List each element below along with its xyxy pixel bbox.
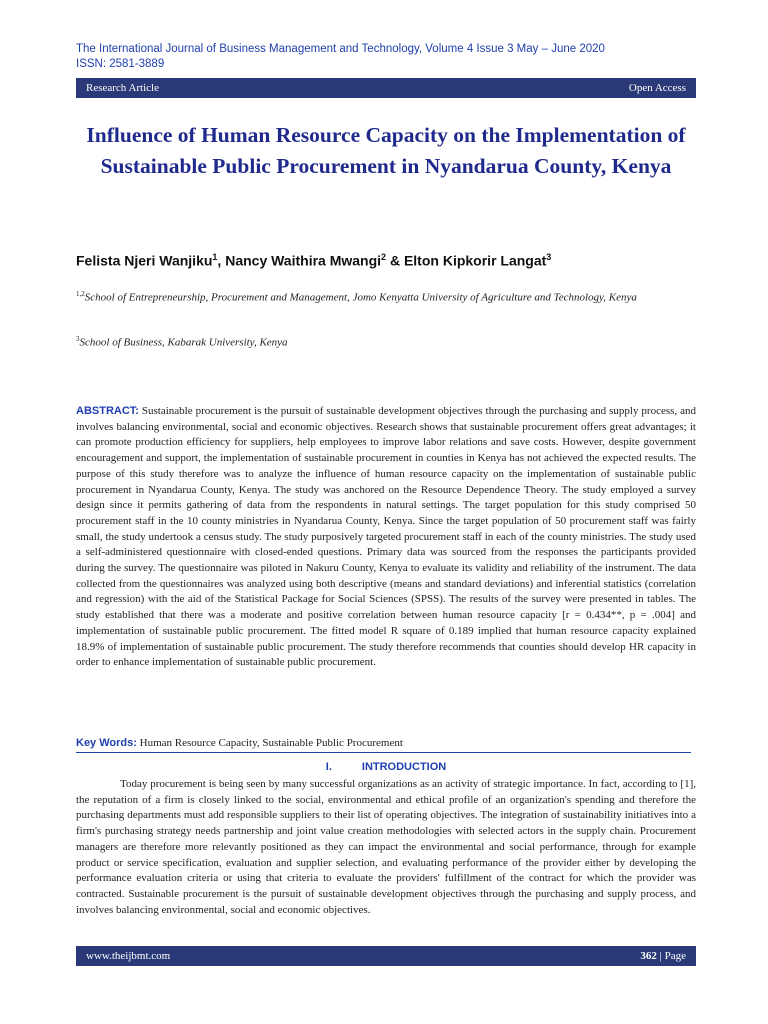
affiliation-sup: 1,2 bbox=[76, 290, 85, 298]
keywords-text: Human Resource Capacity, Sustainable Public Procurement bbox=[136, 737, 403, 749]
abstract bbox=[76, 404, 696, 671]
keywords-divider bbox=[76, 752, 691, 753]
author-name: Elton Kipkorir Langat bbox=[403, 252, 547, 269]
author-sup: 1 bbox=[212, 252, 218, 262]
keywords bbox=[76, 735, 696, 751]
article-type-bar bbox=[76, 78, 696, 98]
author-separator: , bbox=[217, 252, 226, 269]
journal-line: The International Journal of Business Management and Technology, Volume 4 Issue 3 May – June 2020 bbox=[76, 43, 605, 55]
section-heading bbox=[76, 761, 696, 773]
author-list bbox=[76, 252, 696, 269]
issn: ISSN: 2581-3889 bbox=[76, 58, 165, 70]
research-article-label: Research Article bbox=[86, 82, 159, 94]
author-name: Nancy Waithira Mwangi bbox=[225, 252, 382, 269]
footer-bar bbox=[76, 946, 696, 966]
paper-title: Influence of Human Resource Capacity on the Implementation of Sustainable Public Procurement in Nyandarua County, Kenya bbox=[86, 123, 686, 178]
affiliation-text: School of Entrepreneurship, Procurement and Management, Jomo Kenyatta University of Agriculture and Technology, Kenya bbox=[84, 291, 637, 304]
affiliation bbox=[76, 331, 696, 351]
section-title: INTRODUCTION bbox=[361, 761, 447, 773]
abstract-text: Sustainable procurement is the pursuit of sustainable development objectives through the purchasing and supply process, and involves balancing environmental, social and economic objectives. Research shows that sustainable procurement offers great advantages; it can promote production efficiency for suppliers, help employees to improve labor relations and save costs. However, despite government encouragement and support, the implementation of sustainable procurement in counties in Kenya has not achieved the expected results. The purpose of this study therefore was to analyze the influence of human resource capacity on the implementation of sustainable public procurement in Nyandarua County, Kenya. The study was anchored on the Resource Dependence Theory. The study employed a survey design since it permits gathering of data from the respondents in natural settings. The target population for this study comprised 50 procurement staff in the 10 county ministries in Nyandarua County, Kenya. Since the target population of 50 procurement staff was fairly small, the study undertook a census study. The study purposively targeted procurement staff in each of the county ministries. The study used a self-administered questionnaire with closed-ended questions. Primary data was sourced from the responses the participants provided during the survey. The questionnaire was piloted in Nakuru County, Kenya to evaluate its validity and reliability of the instrument. The data collected from the questionnaires was analyzed using both descriptive (means and standard deviations) and inferential statistics (correlation and regression) with the aid of the Statistical Package for Social Sciences (SPSS). The results of the survey were presented in tables. The study established that there was a moderate and positive correlation between human resource capacity [r = 0.434**, p = .004] and implementation of sustainable public procurement. The fitted model R square of 0.189 implied that human resource capacity explained 18.9% of implementation of sustainable public procurement. The study therefore recommends that counties should develop HR capacity in order to enhance implementation of sustainable public procurement. bbox=[76, 405, 696, 669]
open-access-label: Open Access bbox=[628, 82, 686, 94]
journal-header bbox=[76, 42, 696, 72]
page-number: 362 bbox=[640, 950, 657, 962]
intro-paragraph: Today procurement is being seen by many successful organizations as an activity of strategic importance. In fact, according to [1], the reputation of a firm is closely linked to the social, environmental and ethical profile of an organization's spending and therefore the purchasing departments must add responsible suppliers to their list of operating objectives. The integration of sustainability initiatives into a firm's purchasing strategy needs partnership and joint value creation methodologies with selected actors in the supply chain. Procurement managers are therefore more relevantly positioned as they can impact the environmental and social performance, through for example product or service specification, evaluation and supplier selection, and evaluating performance of the provider either by developing the performance evaluation criteria or using that criteria to evaluate the providers' fulfillment of the contract for which the provider was contracted. Sustainable procurement is the pursuit of sustainable development objectives through the purchasing and supply process, and involves balancing environmental, social and economic objectives. bbox=[76, 778, 696, 916]
affiliation bbox=[76, 286, 696, 306]
author-separator: & bbox=[386, 252, 404, 269]
keywords-label: Key Words: bbox=[76, 737, 137, 749]
abstract-label: ABSTRACT: bbox=[76, 405, 139, 417]
affiliation-sup: 3 bbox=[76, 335, 80, 343]
website-link[interactable]: www.theijbmt.com bbox=[86, 950, 171, 962]
author-sup: 3 bbox=[546, 252, 552, 262]
author-sup: 2 bbox=[381, 252, 387, 262]
affiliation-text: School of Business, Kabarak University, Kenya bbox=[79, 336, 288, 349]
section-number: I. bbox=[325, 761, 332, 773]
page-indicator bbox=[640, 950, 686, 962]
page-label: | Page bbox=[656, 950, 686, 962]
author-name: Felista Njeri Wanjiku bbox=[76, 252, 213, 269]
